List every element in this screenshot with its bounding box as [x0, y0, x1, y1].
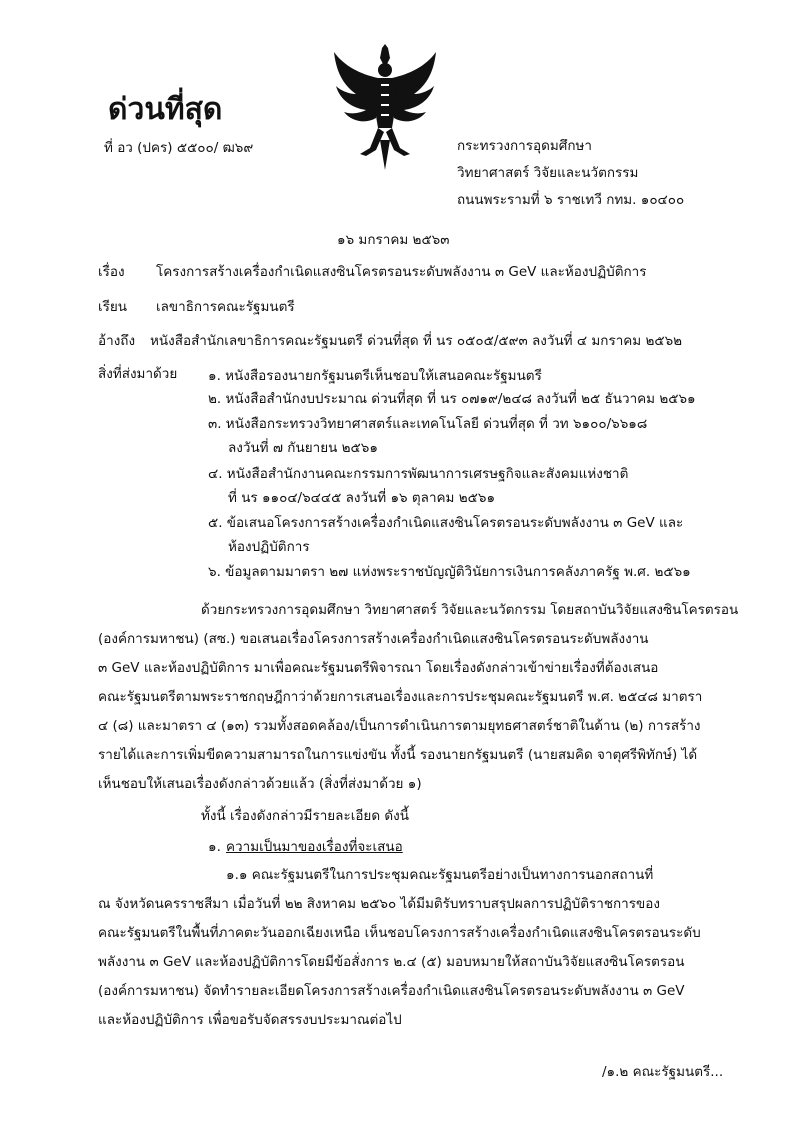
subject-label: เรื่อง	[98, 264, 125, 280]
body-para1-line2: (องค์การมหาชน) (สซ.) ขอเสนอเรื่องโครงการสร้างเครื่องกำเนิดแสงซินโครตรอนระดับพลังงาน	[98, 631, 649, 647]
enclosure-item-1: ๑. หนังสือรองนายกรัฐมนตรีเห็นชอบให้เสนอคณะรัฐมนตรี	[208, 368, 542, 384]
body-para1-line6: รายได้และการเพิ่มขีดความสามารถในการแข่งขัน ทั้งนี้ รองนายกรัฐมนตรี (นายสมคิด จาตุศรีพิทักษ์) ได้	[98, 747, 698, 763]
org-line-department: วิทยาศาสตร์ วิจัยและนวัตกรรม	[457, 165, 639, 181]
to-value: เลขาธิการคณะรัฐมนตรี	[156, 299, 295, 315]
org-line-address: ถนนพระรามที่ ๖ ราชเทวี กทม. ๑๐๔๐๐	[457, 192, 685, 208]
section-number: ๑.	[208, 839, 221, 855]
urgency-heading: ด่วนที่สุด	[108, 92, 223, 127]
enclosure-item-5-cont: ห้องปฏิบัติการ	[228, 539, 310, 555]
enclosure-item-5: ๕. ข้อเสนอโครงการสร้างเครื่องกำเนิดแสงซินโครตรอนระดับพลังงาน ๓ GeV และ	[208, 515, 684, 531]
enclosure-item-4: ๔. หนังสือสำนักงานคณะกรรมการพัฒนาการเศรษฐกิจและสังคมแห่งชาติ	[208, 466, 629, 482]
body-para3-line1: ๑.๑ คณะรัฐมนตรีในการประชุมคณะรัฐมนตรีอย่างเป็นทางการนอกสถานที่	[226, 867, 654, 883]
enclosure-item-3: ๓. หนังสือกระทรวงวิทยาศาสตร์และเทคโนโลยี ด่วนที่สุด ที่ วท ๖๑๐๐/๖๖๑๘	[208, 416, 648, 432]
body-para1-line3: ๓ GeV และห้องปฏิบัติการ มาเพื่อคณะรัฐมนตรีพิจารณา โดยเรื่องดังกล่าวเข้าข่ายเรื่องที่ต้องเสนอ	[98, 660, 659, 676]
body-para3-line6: และห้องปฏิบัติการ เพื่อขอรับจัดสรรงบประมาณต่อไป	[98, 1012, 402, 1028]
body-para3-line3: คณะรัฐมนตรีในพื้นที่ภาคตะวันออกเฉียงเหนือ เห็นชอบโครงการสร้างเครื่องกำเนิดแสงซินโครตรอนระดับ	[98, 925, 701, 941]
enclosure-item-2: ๒. หนังสือสำนักงบประมาณ ด่วนที่สุด ที่ นร ๐๗๑๙/๒๔๘ ลงวันที่ ๒๕ ธันวาคม ๒๕๖๑	[208, 391, 696, 407]
enclosure-item-4-cont: ที่ นร ๑๑๐๔/๖๔๔๕ ลงวันที่ ๑๖ ตุลาคม ๒๕๖๑	[228, 490, 496, 506]
document-number: ที่ อว (ปคร) ๕๕๐๐/ ฒ๖๙	[104, 140, 254, 156]
to-label: เรียน	[98, 299, 128, 315]
section-title: ความเป็นมาของเรื่องที่จะเสนอ	[226, 839, 403, 855]
subject-value: โครงการสร้างเครื่องกำเนิดแสงซินโครตรอนระดับพลังงาน ๓ GeV และห้องปฏิบัติการ	[156, 264, 647, 280]
garuda-emblem-icon	[330, 44, 440, 174]
org-line-ministry: กระทรวงการอุดมศึกษา	[457, 138, 592, 154]
continuation-note: /๑.๒ คณะรัฐมนตรี...	[602, 1064, 724, 1080]
body-para1-line7: เห็นชอบให้เสนอเรื่องดังกล่าวด้วยแล้ว (สิ่งที่ส่งมาด้วย ๑)	[98, 776, 422, 792]
enclosure-item-3-cont: ลงวันที่ ๗ กันยายน ๒๕๖๑	[228, 440, 378, 456]
enclosure-item-6: ๖. ข้อมูลตามมาตรา ๒๗ แห่งพระราชบัญญัติวินัยการเงินการคลังภาครัฐ พ.ศ. ๒๕๖๑	[208, 564, 691, 580]
document-date: ๑๖ มกราคม ๒๕๖๓	[337, 232, 450, 248]
body-para3-line5: (องค์การมหาชน) จัดทำรายละเอียดโครงการสร้างเครื่องกำเนิดแสงซินโครตรอนระดับพลังงาน ๓ GeV	[98, 983, 685, 999]
body-para3-line4: พลังงาน ๓ GeV และห้องปฏิบัติการโดยมีข้อสั่งการ ๒.๔ (๕) มอบหมายให้สถาบันวิจัยแสงซินโครตรอน	[98, 954, 685, 970]
reference-value: หนังสือสำนักเลขาธิการคณะรัฐมนตรี ด่วนที่สุด ที่ นร ๐๕๐๕/๕๙๓ ลงวันที่ ๔ มกราคม ๒๕๖๒	[150, 333, 683, 349]
body-para1-line4: คณะรัฐมนตรีตามพระราชกฤษฎีกาว่าด้วยการเสนอเรื่องและการประชุมคณะรัฐมนตรี พ.ศ. ๒๕๔๘ มาตรา	[98, 689, 703, 705]
enclosures-label: สิ่งที่ส่งมาด้วย	[98, 366, 178, 382]
body-para3-line2: ณ จังหวัดนครราชสีมา เมื่อวันที่ ๒๒ สิงหาคม ๒๕๖๐ ได้มีมติรับทราบสรุปผลการปฏิบัติราชการของ	[98, 896, 660, 912]
body-para1-line5: ๔ (๘) และมาตรา ๔ (๑๓) รวมทั้งสอดคล้อง/เป็นการดำเนินการตามยุทธศาสตร์ชาติในด้าน (๒) การสร้าง	[98, 718, 701, 734]
body-para1-line1: ด้วยกระทรวงการอุดมศึกษา วิทยาศาสตร์ วิจัยและนวัตกรรม โดยสถาบันวิจัยแสงซินโครตรอน	[201, 602, 739, 618]
body-para2: ทั้งนี้ เรื่องดังกล่าวมีรายละเอียด ดังนี้	[201, 808, 409, 824]
reference-label: อ้างถึง	[98, 333, 136, 349]
